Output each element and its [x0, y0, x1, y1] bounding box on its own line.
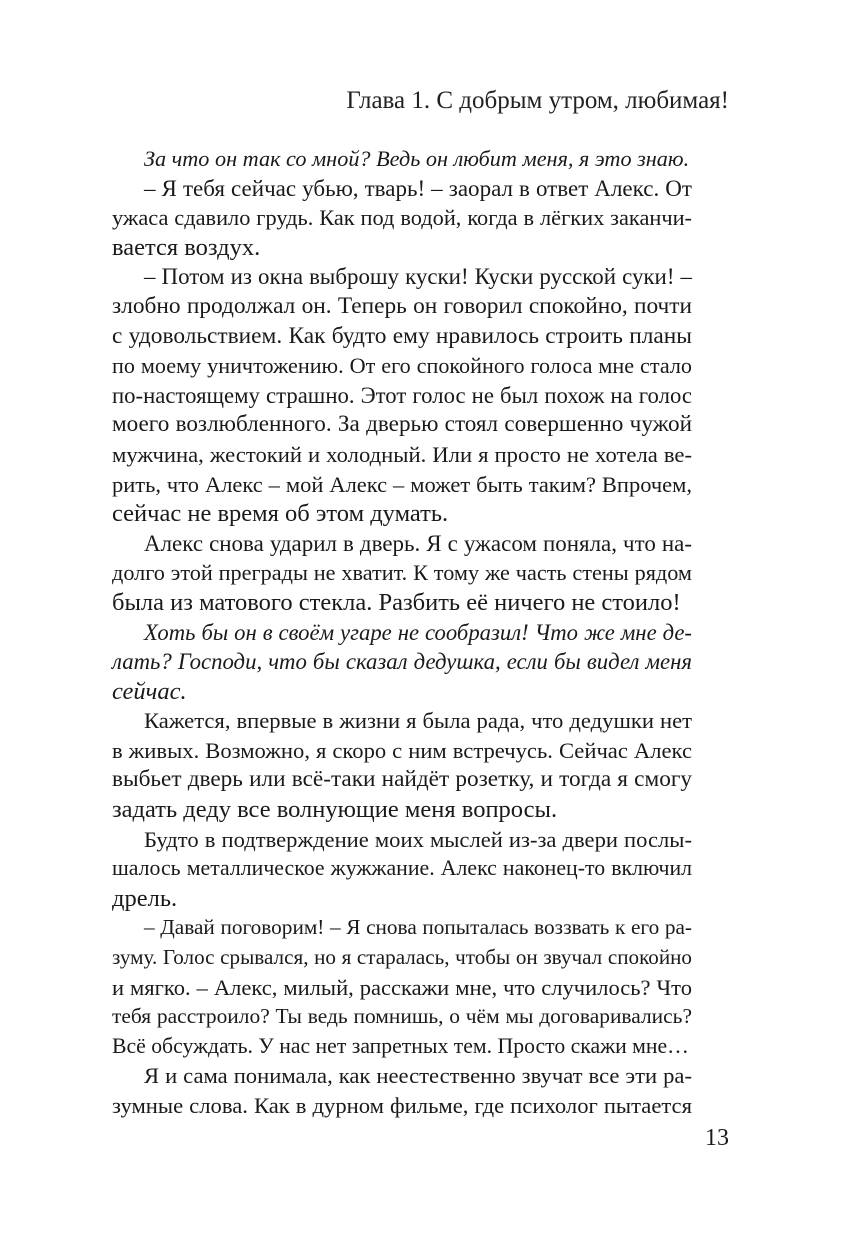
- text-line: Кажется, впервые в жизни я была рада, что дедушки нет: [144, 708, 692, 734]
- text-line: Всё обсуждать. У нас нет запретных тем. Просто скажи мне…: [112, 1033, 689, 1058]
- text-line: и мягко. – Алекс, милый, расскажи мне, что случилось? Что: [112, 974, 692, 1000]
- text-line: тебя расстроило? Ты ведь помнишь, о чём мы договаривались?: [112, 1004, 692, 1029]
- body-text: [112, 144, 692, 1121]
- text-line: по моему уничтожению. От его спокойного голоса мне стало: [112, 353, 692, 379]
- text-line: вается воздух.: [112, 233, 261, 261]
- text-line: Хоть бы он в своём угаре не сообразил! Что же мне де-: [144, 619, 692, 645]
- text-line: сейчас не время об этом думать.: [112, 500, 449, 528]
- text-line: За что он так со мной? Ведь он любит меня, я это знаю.: [144, 146, 690, 171]
- text-line: сейчас.: [112, 677, 187, 705]
- text-line: Я и сама понимала, как неестественно звучат все эти ра-: [144, 1063, 692, 1089]
- text-line: лать? Господи, что бы сказал дедушка, если бы видел меня: [112, 649, 692, 675]
- text-line: выбьет дверь или всё-таки найдёт розетку, и тогда я смогу: [112, 766, 692, 793]
- text-line: злобно продолжал он. Теперь он говорил спокойно, почти: [112, 292, 692, 319]
- text-line: мужчина, жестокий и холодный. Или я просто не хотела ве-: [112, 441, 692, 467]
- text-line: по-настоящему страшно. Этот голос не был похож на голос: [112, 382, 692, 408]
- text-line: – Потом из окна выброшу куски! Куски русской суки! –: [144, 264, 692, 290]
- running-header: Глава 1. С добрым утром, любимая!: [346, 87, 729, 114]
- text-line: ужаса сдавило грудь. Как под водой, когда в лёгких заканчи-: [112, 205, 692, 231]
- text-line: шалось металлическое жужжание. Алекс наконец-то включил: [112, 856, 692, 881]
- text-line: Будто в подтверждение моих мыслей из-за двери послы-: [144, 826, 692, 852]
- text-line: задать деду все волнующие меня вопросы.: [112, 796, 558, 824]
- text-line: рить, что Алекс – мой Алекс – может быть таким? Впрочем,: [112, 471, 692, 497]
- text-line: зуму. Голос срывался, но я старалась, чтобы он звучал спокойно: [112, 945, 692, 970]
- text-line: – Давай поговорим! – Я снова попыталась воззвать к его ра-: [144, 915, 692, 940]
- text-line: дрель.: [112, 884, 178, 912]
- text-line: – Я тебя сейчас убью, тварь! – заорал в ответ Алекс. От: [144, 174, 692, 201]
- text-line: Алекс снова ударил в дверь. Я с ужасом поняла, что на-: [144, 530, 692, 556]
- text-line: была из матового стекла. Разбить её ничего не стоило!: [112, 588, 681, 616]
- text-line: в живых. Возможно, я скоро с ним встречусь. Сейчас Алекс: [112, 737, 692, 763]
- text-line: долго этой преграды не хватит. К тому же часть стены рядом: [112, 560, 692, 586]
- page-number: 13: [705, 1125, 729, 1151]
- text-line: моего возлюбленного. За дверью стоял совершенно чужой: [112, 411, 692, 438]
- text-line: с удовольствием. Как будто ему нравилось строить планы: [112, 322, 692, 349]
- text-line: зумные слова. Как в дурном фильме, где психолог пытается: [112, 1093, 692, 1118]
